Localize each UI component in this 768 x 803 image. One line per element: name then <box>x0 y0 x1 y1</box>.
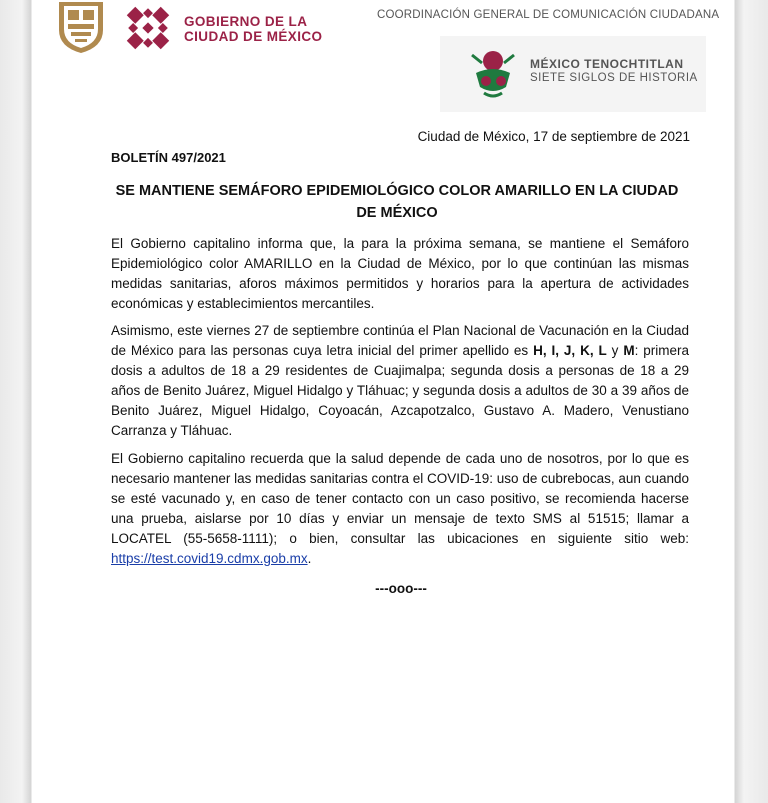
document-page <box>34 0 734 803</box>
coordination-heading: COORDINACIÓN GENERAL DE COMUNICACIÓN CIUDADANA <box>377 9 720 21</box>
paragraph-3-end: . <box>307 551 312 566</box>
tenochtitlan-title: MÉXICO TENOCHTITLAN <box>530 57 684 71</box>
tenochtitlan-subtitle: SIETE SIGLOS DE HISTORIA <box>530 72 698 84</box>
government-name <box>184 14 322 44</box>
surname-letters: H, I, J, K, L <box>533 343 607 358</box>
paragraph-2-conjunction: y <box>606 343 624 358</box>
closing-mark: ---ooo--- <box>375 581 427 596</box>
viewer-frame-left <box>0 0 32 803</box>
paragraph-2-text-b: : primera dosis a adultos de 18 a 29 residentes de Cuajimalpa; segunda dosis a personas de 18 a 29 años de Benito Juárez, Miguel Hidalgo y Tláhuac; y segunda dosis a adultos de 30 a 39 años de Benito Juárez, Miguel Hidalgo, Coyoacán, Azcapotzalco, Gustavo A. Madero, Venustiano Carranza y Tláhuac. <box>111 343 689 438</box>
paragraph-3-text: El Gobierno capitalino recuerda que la salud depende de cada uno de nosotros, por lo que es necesario mantener las medidas sanitarias contra el COVID-19: uso de cubrebocas, aun cuando se esté vacunado y, en caso de tener contacto con un caso positivo, se recomienda hacerse una prueba, aislarse por 10 días y enviar un mensaje de texto SMS al 51515; llamar a LOCATEL (55-5658-1111); o bien, consultar las ubicaciones en siguiente sitio web: <box>111 451 689 546</box>
viewer-frame-right <box>734 0 768 803</box>
paragraph-2-text-a: Asimismo, este viernes 27 de septiembre continúa el Plan Nacional de Vacunación en la Ciudad de México para las personas cuya letra inicial del primer apellido es <box>111 323 689 358</box>
covid-test-link[interactable]: https://test.covid19.cdmx.gob.mx <box>111 551 308 566</box>
tenochtitlan-glyph-icon <box>464 43 522 101</box>
surname-letter-m: M <box>623 343 635 358</box>
gov-line-2: CIUDAD DE MÉXICO <box>184 29 323 44</box>
mexico-shield-icon <box>56 0 106 54</box>
paragraph-2 <box>111 321 689 441</box>
paragraph-3 <box>111 449 689 569</box>
cdmx-logo-icon <box>122 2 174 54</box>
bulletin-number: BOLETÍN 497/2021 <box>111 150 226 165</box>
document-date: Ciudad de México, 17 de septiembre de 2021 <box>417 129 690 144</box>
gov-line-1: GOBIERNO DE LA <box>184 14 308 29</box>
paragraph-1: El Gobierno capitalino informa que, la para la próxima semana, se mantiene el Semáforo Epidemiológico color AMARILLO en la Ciudad de México, por lo que continúan las mismas medidas sanitarias, aforos máximos permitidos y horarios para la apertura de actividades económicas y establecimientos mercantiles. <box>111 236 689 311</box>
document-title: SE MANTIENE SEMÁFORO EPIDEMIOLÓGICO COLOR AMARILLO EN LA CIUDAD DE MÉXICO <box>115 183 679 221</box>
